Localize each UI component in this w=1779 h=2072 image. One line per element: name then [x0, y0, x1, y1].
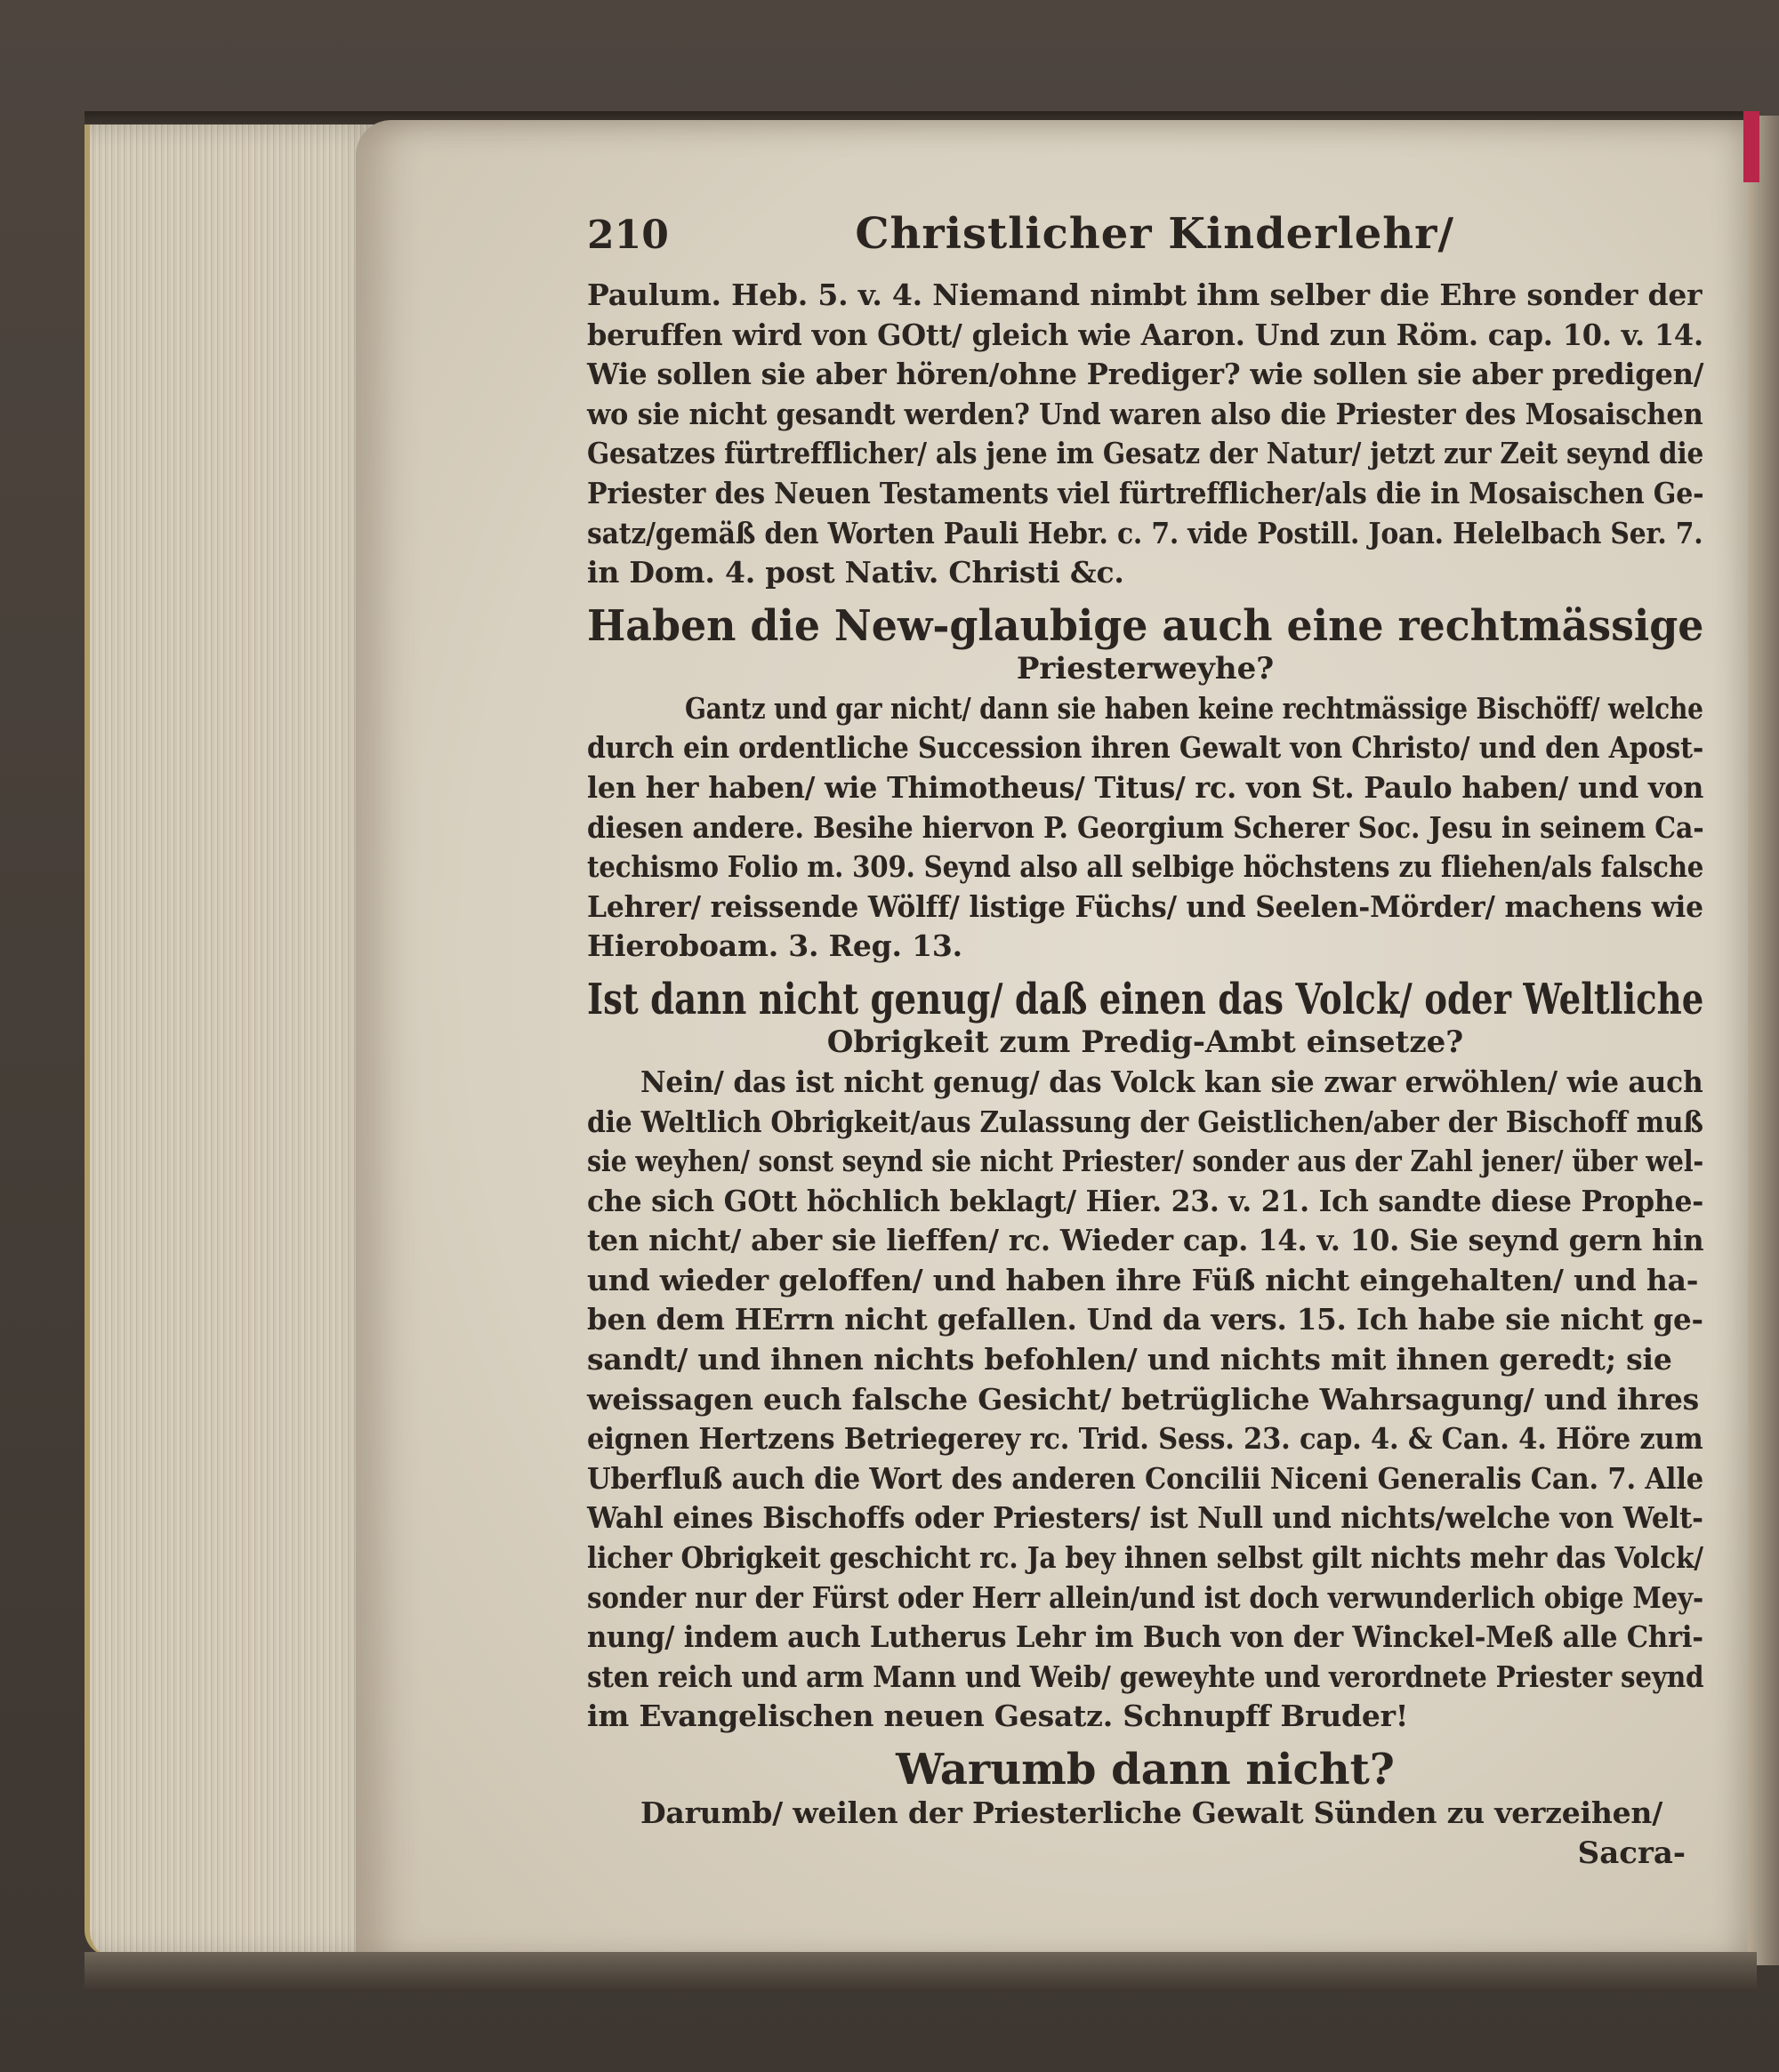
text-line: eignen Hertzens Betriegerey rc. Trid. Sess. 23. cap. 4. & Can. 4. Höre zum	[587, 1421, 1703, 1457]
text-line: in Dom. 4. post Nativ. Christi &c.	[587, 555, 1124, 590]
text-line: satz/gemäß den Worten Pauli Hebr. c. 7. vide Postill. Joan. Helelbach Ser. 7.	[587, 515, 1703, 550]
text-line: und wieder geloffen/ und haben ihre Füß nicht eingehalten/ und ha-	[587, 1262, 1699, 1297]
question-heading-cont: Obrigkeit zum Predig-Ambt einsetze?	[826, 1024, 1464, 1060]
text-line: sie weyhen/ sonst seynd sie nicht Priester/ sonder aus der Zahl jener/ über wel-	[587, 1144, 1704, 1179]
text-line: ten nicht/ aber sie lieffen/ rc. Wieder cap. 14. v. 10. Sie seynd gern hin	[587, 1223, 1704, 1258]
text-line: Priester des Neuen Testaments viel fürtrefflicher/als die in Mosaischen Ge-	[587, 475, 1704, 510]
text-line: licher Obrigkeit geschicht rc. Ja bey ihnen selbst gilt nichts mehr das Volck/	[587, 1540, 1703, 1576]
text-line: Uberfluß auch die Wort des anderen Concilii Niceni Generalis Can. 7. Alle	[587, 1460, 1703, 1496]
text-line: che sich GOtt höchlich beklagt/ Hier. 23. v. 21. Ich sandte diese Prophe-	[587, 1183, 1704, 1218]
text-line: im Evangelischen neuen Gesatz. Schnupff Bruder!	[587, 1699, 1409, 1734]
answer-paragraph	[587, 1063, 1703, 1737]
page-header	[587, 209, 1703, 276]
text-line: Lehrer/ reissende Wölff/ listige Füchs/ und Seelen-Mörder/ machens wie	[587, 888, 1703, 924]
text-line: Paulum. Heb. 5. v. 4. Niemand nimbt ihm selber die Ehre sonder der	[587, 277, 1703, 312]
text-line: techismo Folio m. 309. Seynd also all selbige höchstens zu fliehen/als falsche	[587, 849, 1704, 885]
question-heading: Warumb dann nicht?	[896, 1745, 1395, 1795]
text-line: Darumb/ weilen der Priesterliche Gewalt Sünden zu verzeihen/	[640, 1795, 1663, 1830]
question-heading: Ist dann nicht genug/ daß einen das Volck/ oder Weltliche	[587, 974, 1704, 1024]
text-line: len her haben/ wie Thimotheus/ Titus/ rc. von St. Paulo haben/ und von	[587, 769, 1704, 805]
book-bottom-edge	[85, 1952, 1757, 1992]
text-line: sandt/ und ihnen nichts befohlen/ und nichts mit ihnen geredt; sie	[587, 1342, 1672, 1377]
text-block	[587, 209, 1703, 1873]
text-line: weissagen euch falsche Gesicht/ betrügliche Wahrsagung/ und ihres	[587, 1381, 1700, 1417]
text-line: sten reich und arm Mann und Weib/ geweyhte und verordnete Priester seynd	[587, 1658, 1704, 1694]
text-line: Wie sollen sie aber hören/ohne Prediger? wie sollen sie aber predigen/	[587, 357, 1704, 392]
bookmark-ribbon	[1743, 111, 1759, 182]
text-line: die Weltlich Obrigkeit/aus Zulassung der Geistlichen/aber der Bischoff muß	[587, 1104, 1703, 1139]
page-gutter-shadow	[1748, 116, 1779, 1965]
text-line: diesen andere. Besihe hiervon P. Georgium Scherer Soc. Jesu in seinem Ca-	[587, 809, 1704, 845]
running-title: Christlicher Kinderlehr/	[855, 209, 1454, 259]
page-edges	[85, 124, 383, 1956]
text-line: nung/ indem auch Lutherus Lehr im Buch von der Winckel-Meß alle Chri-	[587, 1619, 1703, 1655]
text-line: Hieroboam. 3. Reg. 13.	[587, 928, 962, 964]
text-line: beruffen wird von GOtt/ gleich wie Aaron. Und zun Röm. cap. 10. v. 14.	[587, 317, 1703, 352]
text-line: Nein/ das ist nicht genug/ das Volck kan sie zwar erwöhlen/ wie auch	[640, 1064, 1703, 1099]
text-line: wo sie nicht gesandt werden? Und waren also die Priester des Mosaischen	[587, 396, 1703, 431]
text-line: Wahl eines Bischoffs oder Priesters/ ist Null und nichts/welche von Welt-	[587, 1500, 1703, 1536]
question-heading: Haben die New-glaubige auch eine rechtmässige	[587, 600, 1704, 651]
catchword: Sacra-	[1577, 1835, 1686, 1871]
text-line: durch ein ordentliche Succession ihren Gewalt von Christo/ und den Apost-	[587, 730, 1704, 766]
text-line: sonder nur der Fürst oder Herr allein/und ist doch verwunderlich obige Mey-	[587, 1579, 1703, 1615]
text-line: Gantz und gar nicht/ dann sie haben keine rechtmässige Bischöff/ welche	[685, 690, 1703, 726]
paragraph	[587, 276, 1703, 593]
answer-paragraph	[587, 1794, 1703, 1834]
question-heading-cont: Priesterweyhe?	[1016, 650, 1275, 687]
text-line: ben dem HErrn nicht gefallen. Und da vers. 15. Ich habe sie nicht ge-	[587, 1302, 1703, 1337]
page-number: 210	[587, 213, 669, 258]
text-line: Gesatzes fürtrefflicher/ als jene im Gesatz der Natur/ jetzt zur Zeit seynd die	[587, 436, 1704, 471]
answer-paragraph	[587, 689, 1703, 967]
